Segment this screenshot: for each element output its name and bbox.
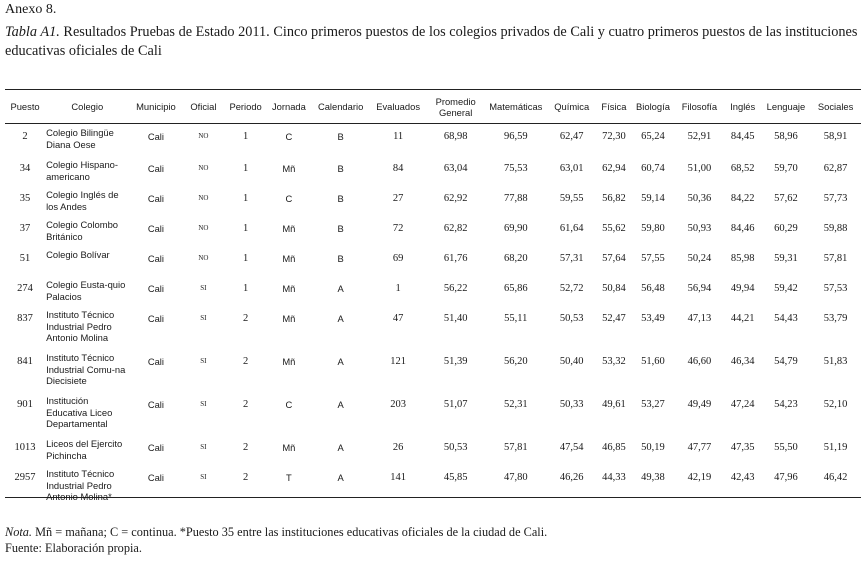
- table-cell: 53,32: [602, 356, 626, 367]
- table-cell: 49,49: [687, 399, 712, 410]
- table-cell: 77,88: [503, 193, 528, 204]
- table-cell: 45,85: [443, 472, 468, 483]
- table-cell: 42,43: [730, 472, 755, 483]
- table-cell: 837: [17, 313, 33, 324]
- table-cell: 47: [392, 313, 404, 324]
- note-text: Mñ = mañana; C = continua. *Puesto 35 entre las instituciones educativas oficiales de la ciudad de Cali.: [35, 525, 548, 539]
- table-cell: 46,42: [823, 472, 848, 483]
- header-row: [5, 90, 861, 123]
- table-row: [5, 213, 861, 243]
- table-cell: Instituto Técnico Industrial Pedro Antonio Molina*: [46, 468, 115, 502]
- table-row: [5, 462, 861, 505]
- table-cell: Cali: [147, 356, 164, 367]
- table-cell: 53,27: [641, 399, 665, 410]
- table-cell: 57,62: [774, 193, 798, 204]
- table-cell: 68,52: [730, 163, 755, 174]
- note-label: Nota.: [5, 525, 32, 539]
- table-cell: 57,55: [641, 253, 665, 264]
- table-cell: 57,81: [823, 253, 848, 264]
- table-cell: Colegio Eusta-quio Palacios: [46, 279, 126, 302]
- table-cell: no: [198, 131, 209, 141]
- table-cell: 50,84: [602, 283, 626, 294]
- table-row: [5, 303, 861, 346]
- table-cell: 96,59: [503, 131, 528, 142]
- table-cell: 34: [19, 163, 31, 174]
- table-cell: 50,33: [559, 399, 584, 410]
- table-cell: 72,30: [602, 131, 626, 142]
- table-cell: Colegio Inglés de los Andes: [46, 189, 119, 212]
- table-source: Fuente: Elaboración propia.: [5, 541, 142, 555]
- table-cell: 841: [17, 356, 33, 367]
- table-cell: 901: [17, 399, 33, 410]
- table-cell: Mñ: [282, 283, 296, 294]
- table-cell: 61,64: [559, 223, 584, 234]
- table-cell: Colegio Bilingüe Diana Oese: [46, 127, 114, 150]
- table-cell: 63,01: [559, 163, 584, 174]
- annex-title: Anexo 8.: [5, 2, 57, 17]
- table-cell: 52,91: [687, 131, 712, 142]
- column-header: Inglés: [730, 101, 756, 112]
- table-cell: 62,92: [443, 193, 468, 204]
- table-cell: si: [200, 442, 207, 452]
- table-cell: 1: [243, 283, 249, 294]
- table-cell: 59,31: [774, 253, 798, 264]
- table-cell: 46,60: [687, 356, 712, 367]
- table-cell: 1: [243, 163, 249, 174]
- table-cell: 42,19: [687, 472, 712, 483]
- table-cell: 59,70: [774, 163, 798, 174]
- table-cell: B: [337, 253, 344, 264]
- table-cell: 2: [243, 399, 249, 410]
- table-cell: 141: [390, 472, 406, 483]
- table-cell: 50,24: [687, 253, 712, 264]
- table-cell: 50,19: [641, 442, 665, 453]
- table-cell: 84: [392, 163, 404, 174]
- column-header: Filosofía: [681, 101, 718, 112]
- table-note: [5, 525, 547, 540]
- table-cell: no: [198, 253, 209, 263]
- column-header: Sociales: [817, 101, 854, 112]
- table-cell: 47,24: [730, 399, 755, 410]
- table-cell: A: [337, 313, 344, 324]
- table-cell: 49,94: [730, 283, 755, 294]
- table-cell: B: [337, 223, 344, 234]
- table-cell: 61,76: [443, 253, 468, 264]
- table-cell: 27: [392, 193, 404, 204]
- table-cell: Cali: [147, 253, 164, 264]
- table-cell: 35: [19, 193, 31, 204]
- table-cell: Colegio Bolívar: [46, 249, 110, 260]
- table-row: [5, 389, 861, 432]
- table-cell: Institución Educativa Liceo Departamental: [46, 395, 113, 429]
- table-cell: 1: [243, 131, 249, 142]
- table-cell: 62,94: [602, 163, 626, 174]
- table-cell: 50,93: [687, 223, 712, 234]
- table-cell: Cali: [147, 313, 164, 324]
- table-cell: 46,26: [559, 472, 584, 483]
- table-cell: 46,34: [730, 356, 755, 367]
- table-cell: no: [198, 163, 209, 173]
- table-cell: Cali: [147, 472, 164, 483]
- table-row: [5, 183, 861, 213]
- table-cell: 84,46: [730, 223, 755, 234]
- table-cell: Cali: [147, 163, 164, 174]
- table-cell: 55,62: [602, 223, 626, 234]
- table-cell: 51,39: [443, 356, 468, 367]
- table-cell: 59,80: [641, 223, 665, 234]
- table-cell: Mñ: [282, 313, 296, 324]
- table-cell: 85,98: [730, 253, 755, 264]
- table-cell: si: [200, 356, 207, 366]
- table-cell: 51: [19, 253, 31, 264]
- table-cell: 55,11: [504, 313, 528, 324]
- table-cell: Cali: [147, 193, 164, 204]
- column-header: Colegio: [71, 101, 104, 112]
- column-header: Química: [554, 101, 590, 112]
- table-cell: Colegio Hispano-americano: [46, 159, 119, 182]
- table-cell: 60,74: [641, 163, 665, 174]
- table-cell: 57,31: [559, 253, 584, 264]
- table-cell: 50,36: [687, 193, 712, 204]
- table-row: [5, 273, 861, 303]
- table-cell: 26: [392, 442, 404, 453]
- table-cell: 50,53: [443, 442, 468, 453]
- table-cell: 2957: [14, 472, 36, 483]
- table-cell: A: [337, 399, 344, 410]
- table-cell: 63,04: [443, 163, 468, 174]
- table-cell: 52,31: [503, 399, 528, 410]
- table-cell: 68,20: [503, 253, 528, 264]
- table-cell: 47,96: [774, 472, 798, 483]
- table-row: [5, 243, 861, 273]
- table-row: [5, 123, 861, 153]
- table-cell: 69: [392, 253, 404, 264]
- table-cell: 52,10: [823, 399, 848, 410]
- column-header: Jornada: [271, 101, 306, 112]
- table-cell: 46,85: [602, 442, 626, 453]
- table-cell: 62,82: [443, 223, 468, 234]
- table-cell: 56,94: [687, 283, 712, 294]
- table-cell: 55,50: [774, 442, 798, 453]
- table-cell: 75,53: [503, 163, 528, 174]
- table-cell: 57,81: [503, 442, 528, 453]
- table-cell: 47,77: [687, 442, 712, 453]
- table-cell: Cali: [147, 442, 164, 453]
- table-cell: 2: [243, 356, 249, 367]
- table-cell: 274: [17, 283, 33, 294]
- table-cell: A: [337, 442, 344, 453]
- table-cell: 59,88: [823, 223, 848, 234]
- table-cell: 2: [243, 442, 249, 453]
- table-cell: 37: [19, 223, 31, 234]
- table-cell: 62,87: [823, 163, 848, 174]
- table-cell: 69,90: [503, 223, 528, 234]
- caption-text: Resultados Pruebas de Estado 2011. Cinco primeros puestos de los colegios privados de Cali y cuatro primeros puestos de las instituciones educativas oficiales de Cali: [5, 24, 858, 59]
- table-row: [5, 346, 861, 389]
- table-cell: 47,35: [730, 442, 755, 453]
- table-cell: 57,73: [823, 193, 848, 204]
- table-cell: 56,82: [602, 193, 626, 204]
- table-cell: Cali: [147, 131, 164, 142]
- table-cell: 72: [392, 223, 404, 234]
- table-cell: si: [200, 283, 207, 293]
- table-cell: 54,23: [774, 399, 798, 410]
- table-cell: 59,55: [559, 193, 584, 204]
- table-cell: 49,38: [641, 472, 665, 483]
- table-cell: 51,19: [823, 442, 848, 453]
- table-cell: 59,14: [641, 193, 665, 204]
- table-cell: si: [200, 472, 207, 482]
- table-cell: 51,00: [687, 163, 712, 174]
- table-cell: 58,96: [774, 131, 798, 142]
- table-cell: T: [286, 472, 292, 483]
- table-cell: A: [337, 283, 344, 294]
- table-body: [5, 123, 861, 505]
- table-cell: 203: [390, 399, 406, 410]
- table-caption: [5, 23, 861, 61]
- table-cell: 1: [243, 193, 249, 204]
- table-cell: 51,83: [823, 356, 848, 367]
- table-header: [5, 90, 861, 123]
- table-cell: 44,33: [602, 472, 626, 483]
- table-cell: 50,53: [559, 313, 584, 324]
- caption-label: Tabla A1.: [5, 24, 60, 40]
- column-header: Promedio General: [435, 95, 476, 118]
- column-header: Matemáticas: [489, 101, 543, 112]
- table-cell: C: [285, 399, 293, 410]
- table-cell: Instituto Técnico Industrial Pedro Antonio Molina: [46, 309, 115, 343]
- table-cell: 47,54: [559, 442, 584, 453]
- table-cell: 52,72: [559, 283, 584, 294]
- table-cell: A: [337, 356, 344, 367]
- column-header: Municipio: [136, 101, 176, 112]
- table-cell: si: [200, 399, 207, 409]
- table-cell: B: [337, 193, 344, 204]
- table-cell: 53,49: [641, 313, 665, 324]
- table-cell: 1: [243, 253, 249, 264]
- table-cell: no: [198, 193, 209, 203]
- table-cell: 1: [395, 283, 401, 294]
- table-cell: B: [337, 163, 344, 174]
- column-header: Calendario: [317, 101, 364, 112]
- table-cell: Cali: [147, 283, 164, 294]
- table-cell: no: [198, 223, 209, 233]
- table-cell: Mñ: [282, 163, 296, 174]
- table-cell: Instituto Técnico Industrial Comu-na Diecisiete: [46, 352, 126, 386]
- table-cell: 50,40: [559, 356, 584, 367]
- table-cell: A: [337, 472, 344, 483]
- column-header: Evaluados: [376, 101, 421, 112]
- table-cell: 62,47: [559, 131, 584, 142]
- table-cell: 56,48: [641, 283, 665, 294]
- column-header: Oficial: [190, 101, 217, 112]
- results-table: [5, 90, 861, 505]
- table-cell: 59,42: [774, 283, 798, 294]
- table-row: [5, 153, 861, 183]
- table-cell: 2: [243, 472, 249, 483]
- table-cell: Liceos del Ejercito Pichincha: [46, 438, 123, 461]
- table-cell: 54,43: [774, 313, 798, 324]
- column-header: Lenguaje: [766, 101, 806, 112]
- column-header: Biología: [636, 101, 670, 112]
- table-cell: B: [337, 131, 344, 142]
- column-header: Periodo: [229, 101, 262, 112]
- table-cell: Mñ: [282, 253, 296, 264]
- table-cell: 84,22: [730, 193, 755, 204]
- table-cell: 60,29: [774, 223, 798, 234]
- table-cell: si: [200, 313, 207, 323]
- table-cell: 121: [390, 356, 406, 367]
- table-cell: 47,80: [503, 472, 528, 483]
- table-cell: Mñ: [282, 442, 296, 453]
- table-cell: 11: [393, 131, 404, 142]
- column-header: Puesto: [10, 101, 40, 112]
- table-cell: Cali: [147, 399, 164, 410]
- table-cell: 54,79: [774, 356, 798, 367]
- table-cell: 65,86: [503, 283, 528, 294]
- table-cell: 52,47: [602, 313, 626, 324]
- table-cell: Colegio Colombo Británico: [46, 219, 119, 242]
- table-cell: 51,07: [443, 399, 468, 410]
- table-cell: Cali: [147, 223, 164, 234]
- table-cell: 51,60: [641, 356, 665, 367]
- table-cell: 65,24: [641, 131, 665, 142]
- table-cell: 1: [243, 223, 249, 234]
- table-cell: C: [285, 193, 293, 204]
- table-cell: 44,21: [730, 313, 755, 324]
- table-cell: 57,53: [823, 283, 848, 294]
- table-cell: 2: [22, 131, 28, 142]
- table-cell: 56,20: [503, 356, 528, 367]
- table-cell: 57,64: [602, 253, 626, 264]
- table-cell: 58,91: [823, 131, 848, 142]
- table-cell: 84,45: [730, 131, 755, 142]
- table-cell: 56,22: [443, 283, 468, 294]
- table-cell: 51,40: [443, 313, 468, 324]
- table-cell: 47,13: [687, 313, 712, 324]
- table-cell: 2: [243, 313, 249, 324]
- table-cell: C: [285, 131, 293, 142]
- table-cell: 68,98: [443, 131, 468, 142]
- table-cell: 1013: [14, 442, 36, 453]
- table-cell: 49,61: [602, 399, 626, 410]
- table-row: [5, 432, 861, 462]
- table-cell: Mñ: [282, 356, 296, 367]
- table-cell: 53,79: [823, 313, 848, 324]
- column-header: Física: [601, 101, 627, 112]
- table-cell: Mñ: [282, 223, 296, 234]
